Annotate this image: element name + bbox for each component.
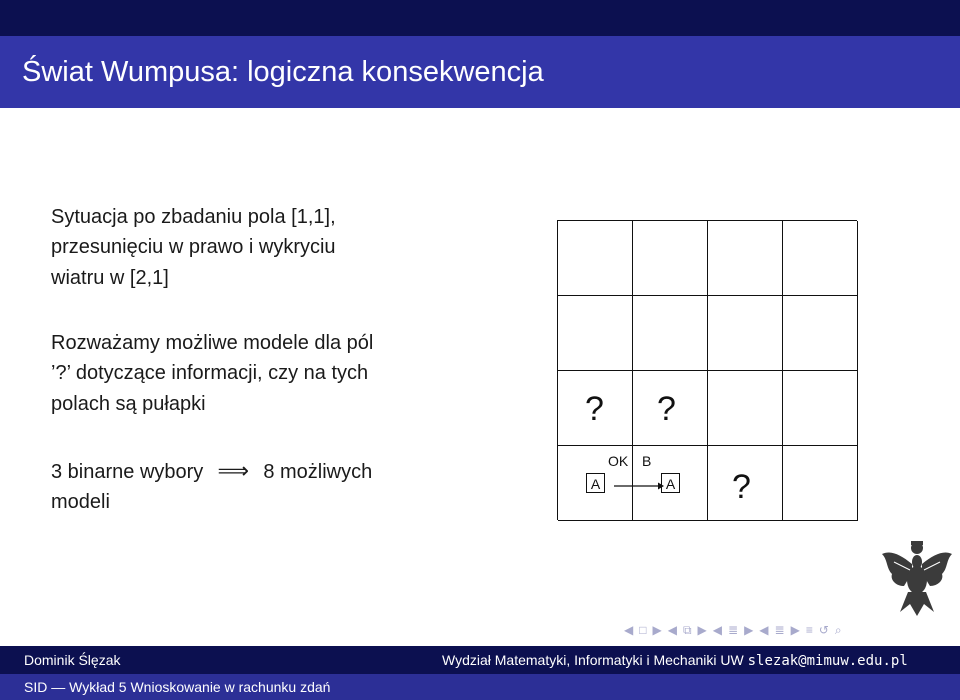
footer-author: Dominik Ślęzak — [24, 652, 121, 668]
unknown-mark-3-1: ? — [732, 468, 751, 506]
grid-cell — [558, 296, 633, 371]
choices-line — [51, 454, 461, 487]
grid-cell — [783, 371, 858, 446]
triangle-right-icon[interactable]: ▶ — [697, 623, 707, 637]
grid-cell — [708, 296, 783, 371]
university-eagle-logo-icon — [880, 540, 954, 618]
text-line: Rozważamy możliwe modele dla pól — [51, 332, 374, 354]
align-icon[interactable]: ≡ — [805, 623, 813, 637]
footer-affiliation — [442, 652, 908, 669]
undo-icon[interactable]: ↺ — [818, 623, 829, 637]
breeze-label: B — [642, 453, 652, 469]
paragraph-situation — [51, 202, 461, 293]
grid-cell — [633, 221, 708, 296]
frame-icon[interactable]: ⧉ — [682, 623, 692, 637]
section-icon[interactable]: ≣ — [728, 623, 739, 637]
grid-cell — [708, 371, 783, 446]
implies-symbol: ⟹ — [217, 458, 250, 483]
move-arrow-icon — [614, 481, 664, 491]
text-line: modeli — [51, 491, 110, 514]
grid-cell — [783, 446, 858, 521]
grid-cell — [783, 221, 858, 296]
paragraph-models — [51, 328, 461, 419]
agent-box-current: A — [661, 473, 680, 493]
unknown-mark-1-3: ? — [585, 390, 604, 428]
grid-cell — [708, 221, 783, 296]
subsection-icon[interactable]: ≣ — [774, 623, 785, 637]
triangle-right-icon[interactable]: ▶ — [652, 623, 662, 637]
footer-course: SID — Wykład 5 Wnioskowanie w rachunku zdań — [24, 679, 331, 695]
text-line: przesunięciu w prawo i wykryciu — [51, 236, 336, 259]
box-icon[interactable]: □ — [639, 623, 647, 637]
slide-title: Świat Wumpusa: logiczna konsekwencja — [22, 56, 544, 88]
text-line: polach są pułapki — [51, 392, 206, 415]
ok-label: OK — [608, 453, 629, 469]
agent-box-start: A — [586, 473, 605, 493]
triangle-left-icon[interactable]: ◀ — [624, 623, 634, 637]
text-line: Sytuacja po zbadaniu pola [1,1], — [51, 206, 336, 228]
unknown-mark-2-2: ? — [657, 390, 676, 428]
beamer-navigation — [624, 623, 954, 637]
triangle-left-icon[interactable]: ◀ — [759, 623, 769, 637]
text-line: ’?’ dotyczące informacji, czy na tych — [51, 362, 369, 385]
top-strip — [0, 0, 960, 36]
choices-right: 8 możliwych — [263, 461, 373, 483]
triangle-right-icon[interactable]: ▶ — [744, 623, 754, 637]
grid-cell — [633, 296, 708, 371]
search-icon[interactable]: ⌕ — [834, 623, 842, 637]
triangle-right-icon[interactable]: ▶ — [790, 623, 800, 637]
choices-left: 3 binarne wybory — [51, 461, 204, 483]
text-line: wiatru w [2,1] — [51, 266, 169, 289]
grid-cell — [783, 296, 858, 371]
affiliation-text: Wydział Matematyki, Informatyki i Mechaniki UW — [442, 652, 744, 668]
triangle-left-icon[interactable]: ◀ — [712, 623, 722, 637]
triangle-left-icon[interactable]: ◀ — [667, 623, 677, 637]
email-link[interactable]: slezak@mimuw.edu.pl — [747, 653, 908, 669]
paragraph-choices — [51, 454, 461, 518]
grid-cell — [558, 221, 633, 296]
